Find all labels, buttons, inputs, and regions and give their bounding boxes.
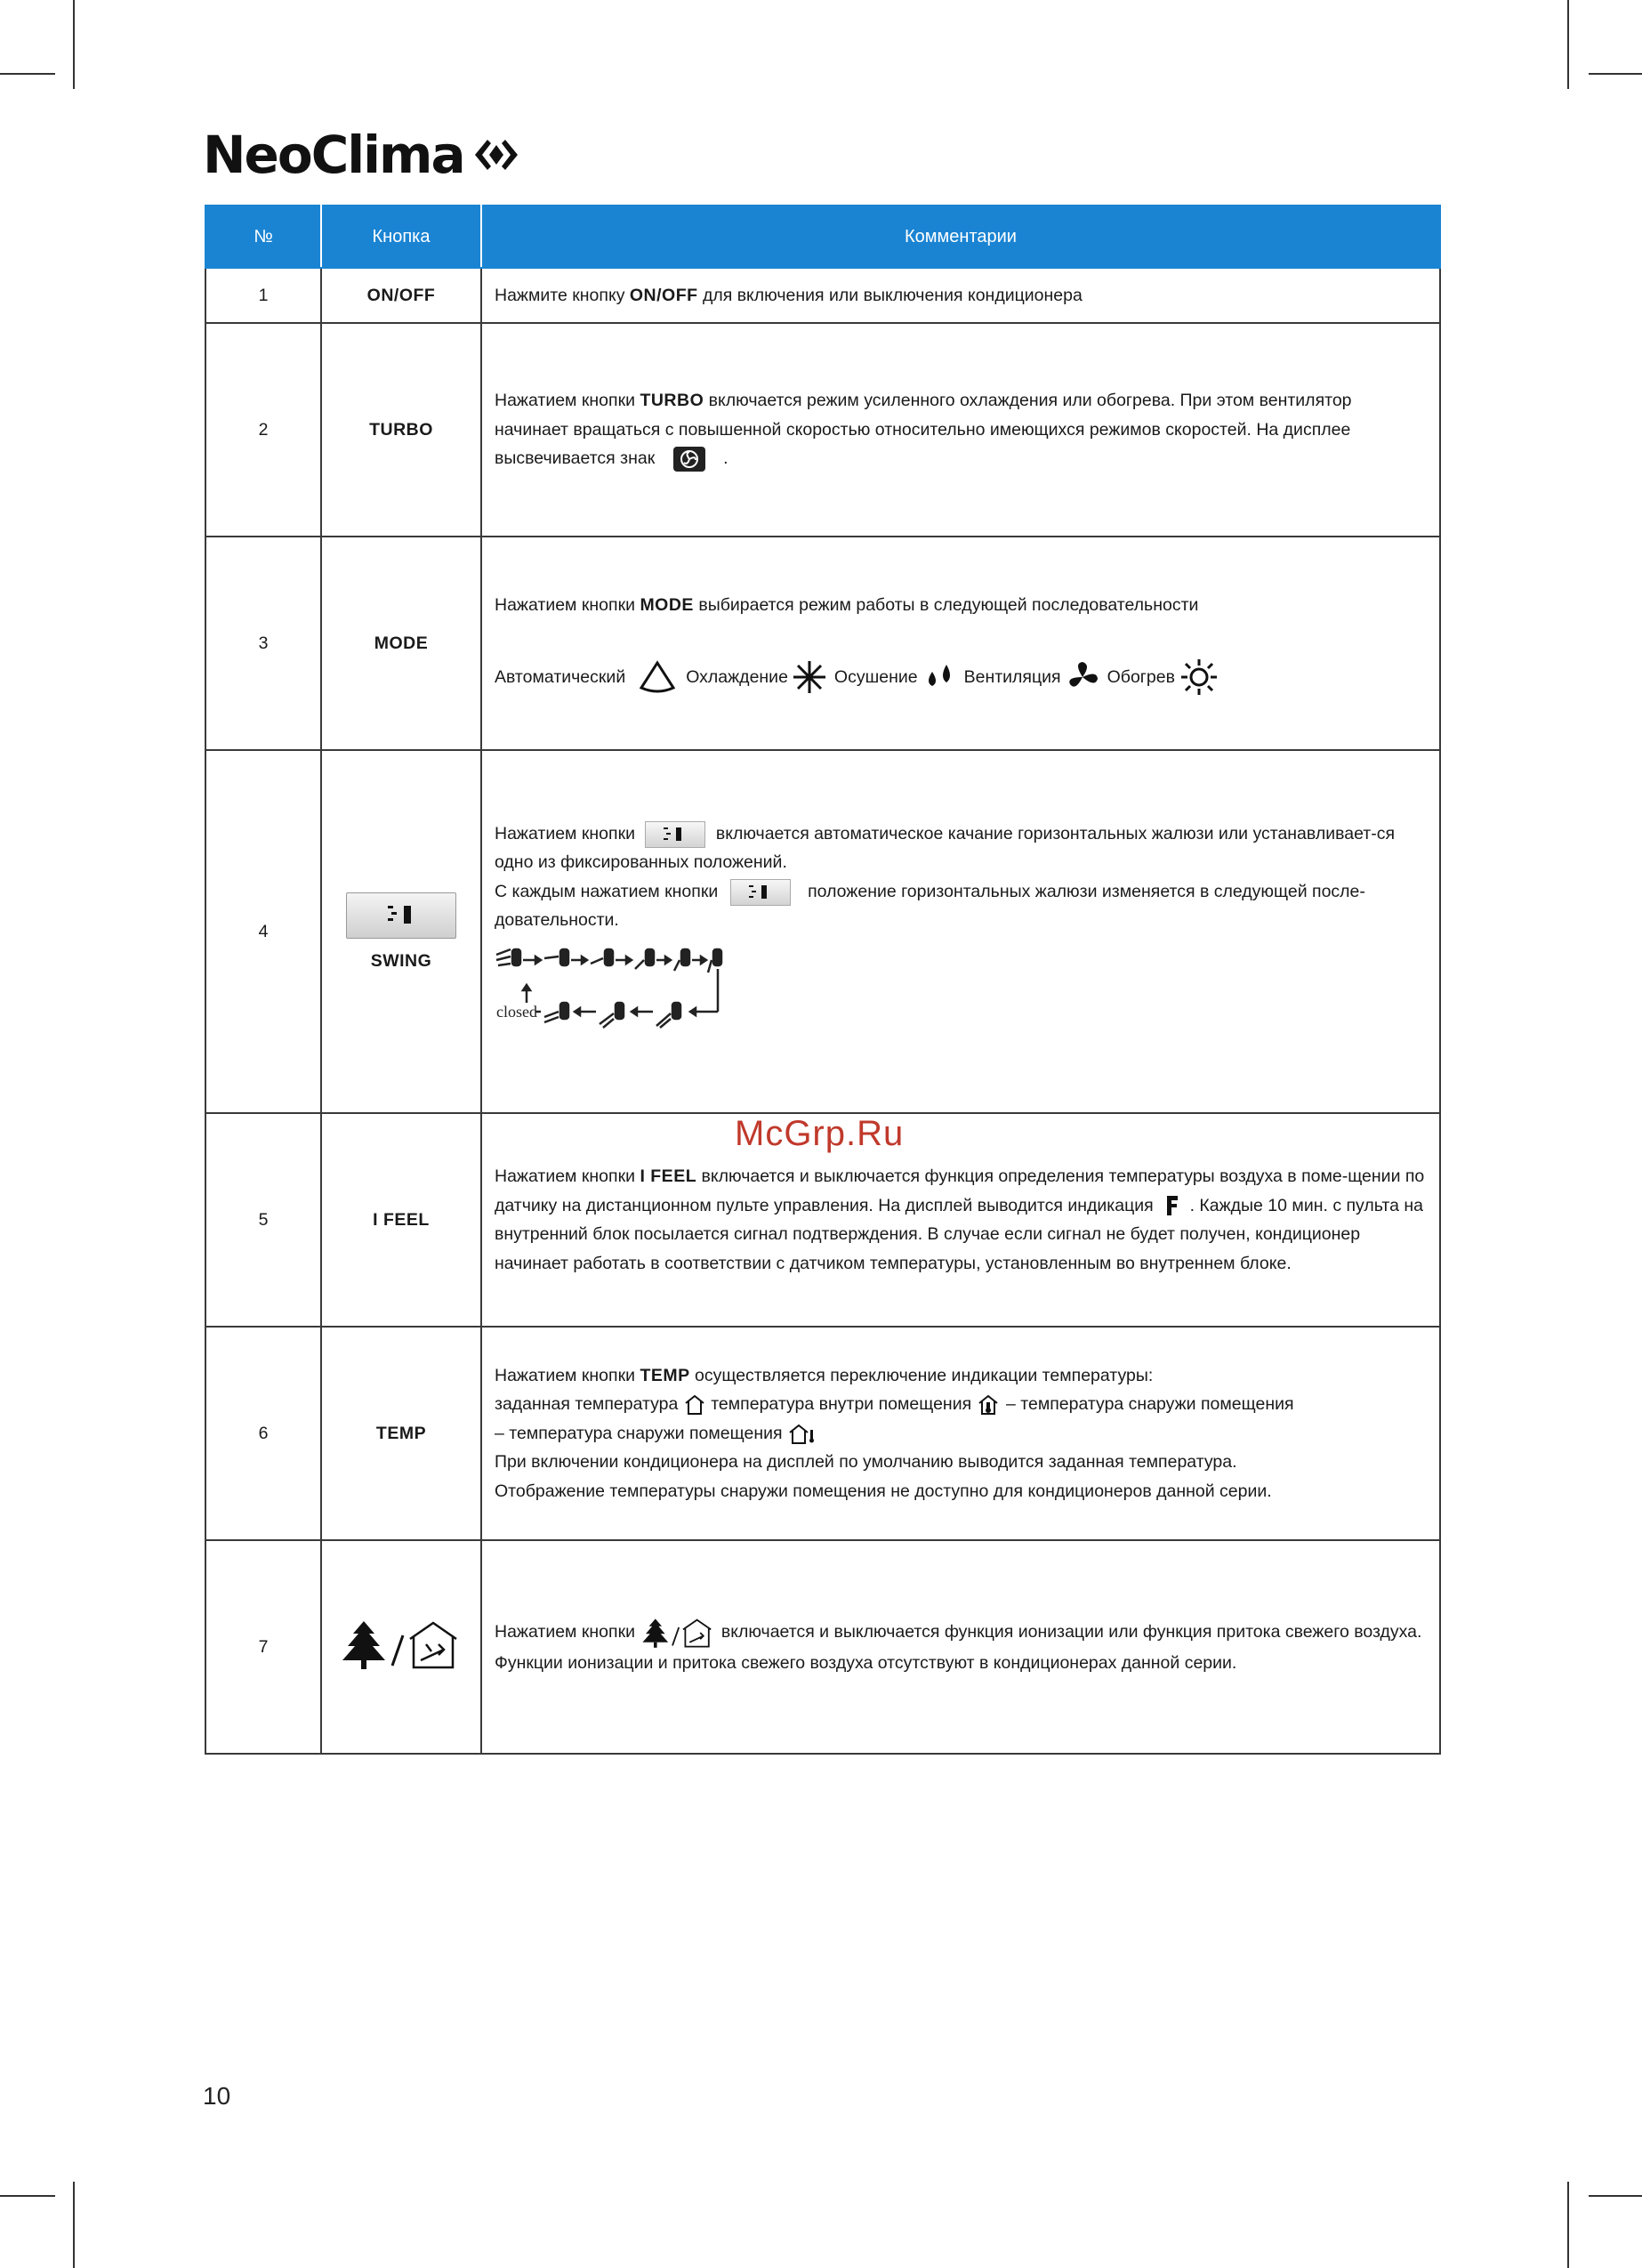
- watermark: McGrp.Ru: [735, 1114, 905, 1153]
- i-feel-icon: [1160, 1194, 1183, 1217]
- house-icon: [683, 1393, 706, 1416]
- button-name: I FEEL: [321, 1113, 481, 1327]
- button-name: ON/OFF: [321, 268, 481, 323]
- crop-mark: [0, 73, 55, 75]
- default-display-note: При включении кондиционера на дисплей по умолчанию выводится заданная температура.: [495, 1452, 1237, 1473]
- button-cell: [321, 1540, 481, 1754]
- row-comment: Нажатием кнопки включается и выключается функция ионизации или функция притока свежего воздуха. Функции ионизации и притока свежего воздуха отсутствуют в кондиционерах данной серии.: [481, 1540, 1440, 1754]
- row-comment: Нажатием кнопки TEMP осуществляется переключение индикации температуры: заданная температура температура внутри помещения – температура снаружи помещения – температура снаружи помещения При включении кондиционера на дисплей по умолчанию выводится заданная температура. Отображение температуры снаружи помещения не доступно для кондиционеров данной серии.: [481, 1327, 1440, 1540]
- crop-mark: [1567, 2182, 1569, 2268]
- swing-button-icon: [645, 821, 705, 848]
- droplets-icon: [922, 659, 957, 695]
- table-row: [205, 268, 1440, 323]
- mode-label-heat: Обогрев: [1107, 667, 1175, 687]
- row-comment: Нажатием кнопки I FEEL включается и выключается функция определения температуры воздуха в поме-щении по датчику на дистанционном пульте управления. На дисплей выводится индикация . Каждые 10 мин. с пульта на внутренний блок посылается сигнал подтверждения. В случае если сигнал не будет получен, кондиционер начинает работать в соответствии с датчиком температуры, установленным во внутреннем блоке.: [481, 1113, 1440, 1327]
- table-row: [205, 537, 1440, 750]
- fan-icon: [1065, 659, 1100, 695]
- row-number: 3: [205, 537, 321, 750]
- mode-label-cool: Охлаждение: [686, 667, 788, 687]
- row-comment: Нажмите кнопку ON/OFF для включения или выключения кондиционера: [481, 268, 1440, 323]
- row-comment: Нажатием кнопки включается автоматическое качание горизонтальных жалюзи или устанавливает-ся одно из фиксированных положений. С каждым нажатием кнопки положение горизонтальных жалюзи изменяется в следующей после-довательности. closed: [481, 750, 1440, 1113]
- button-cell: [321, 750, 481, 1113]
- mode-label-auto: Автоматический: [495, 667, 626, 687]
- row-number: 1: [205, 268, 321, 323]
- row-number: 4: [205, 750, 321, 1113]
- mode-label-dry: Осушение: [833, 667, 918, 687]
- swing-button-icon: [730, 879, 791, 906]
- turbo-fan-icon: [672, 446, 706, 472]
- button-name: TURBO: [321, 323, 481, 537]
- button-name: SWING: [370, 950, 432, 971]
- table-row: [205, 1540, 1440, 1754]
- house-thermometer-icon: [977, 1393, 1002, 1416]
- table-row: [205, 750, 1440, 1113]
- swing-louver-icon: [384, 902, 420, 929]
- row-number: 5: [205, 1113, 321, 1327]
- swing-button-image: [346, 892, 456, 939]
- table-header: [205, 206, 1440, 268]
- crop-mark: [73, 0, 75, 89]
- logo-diamond-icon: [471, 133, 521, 177]
- row-comment: Нажатием кнопки TURBO включается режим усиленного охлаждения или обогрева. При этом вентилятор начинает вращаться с повышенной скоростью относительно имеющихся режимов скоростей. На дисплее высвечивается знак .: [481, 323, 1440, 537]
- mode-label-fan: Вентиляция: [963, 667, 1061, 687]
- row-number: 7: [205, 1540, 321, 1754]
- louver-sequence-diagram: [495, 946, 797, 1035]
- mode-sequence: [495, 658, 1427, 696]
- ionizer-fresh-air-icon: [640, 1617, 716, 1649]
- series-note: Отображение температуры снаружи помещения не доступно для кондиционеров данной серии.: [495, 1481, 1272, 1501]
- crop-mark: [1567, 0, 1569, 89]
- button-name: MODE: [321, 537, 481, 750]
- row-comment: Нажатием кнопки MODE выбирается режим работы в следующей последовательности Автоматический Охлаждение Осушение Вентиляция Обогрев: [481, 537, 1440, 750]
- column-header-button: Кнопка: [321, 206, 481, 268]
- house-outside-thermometer-icon: [787, 1423, 817, 1446]
- table-row: [205, 1327, 1440, 1540]
- series-note: Функции ионизации и притока свежего воздуха отсутствуют в кондиционерах данной серии.: [495, 1652, 1237, 1673]
- row-number: 2: [205, 323, 321, 537]
- column-header-comments: Комментарии: [481, 206, 1440, 268]
- crop-mark: [1589, 2195, 1642, 2197]
- logo-text: NeoClima: [203, 125, 464, 185]
- table-row: [205, 323, 1440, 537]
- column-header-num: №: [205, 206, 321, 268]
- brand-logo: [203, 125, 521, 185]
- row-number: 6: [205, 1327, 321, 1540]
- buttons-table: [205, 205, 1441, 1755]
- snowflake-icon: [792, 659, 827, 695]
- button-name: TEMP: [321, 1327, 481, 1540]
- crop-mark: [0, 2195, 55, 2197]
- auto-mode-icon: [638, 659, 677, 695]
- crop-mark: [1589, 73, 1642, 75]
- page-number: 10: [203, 2082, 231, 2110]
- sun-icon: [1180, 658, 1218, 696]
- ionizer-fresh-air-icon: [339, 1618, 463, 1671]
- crop-mark: [73, 2182, 75, 2268]
- closed-label: closed: [496, 1002, 537, 1021]
